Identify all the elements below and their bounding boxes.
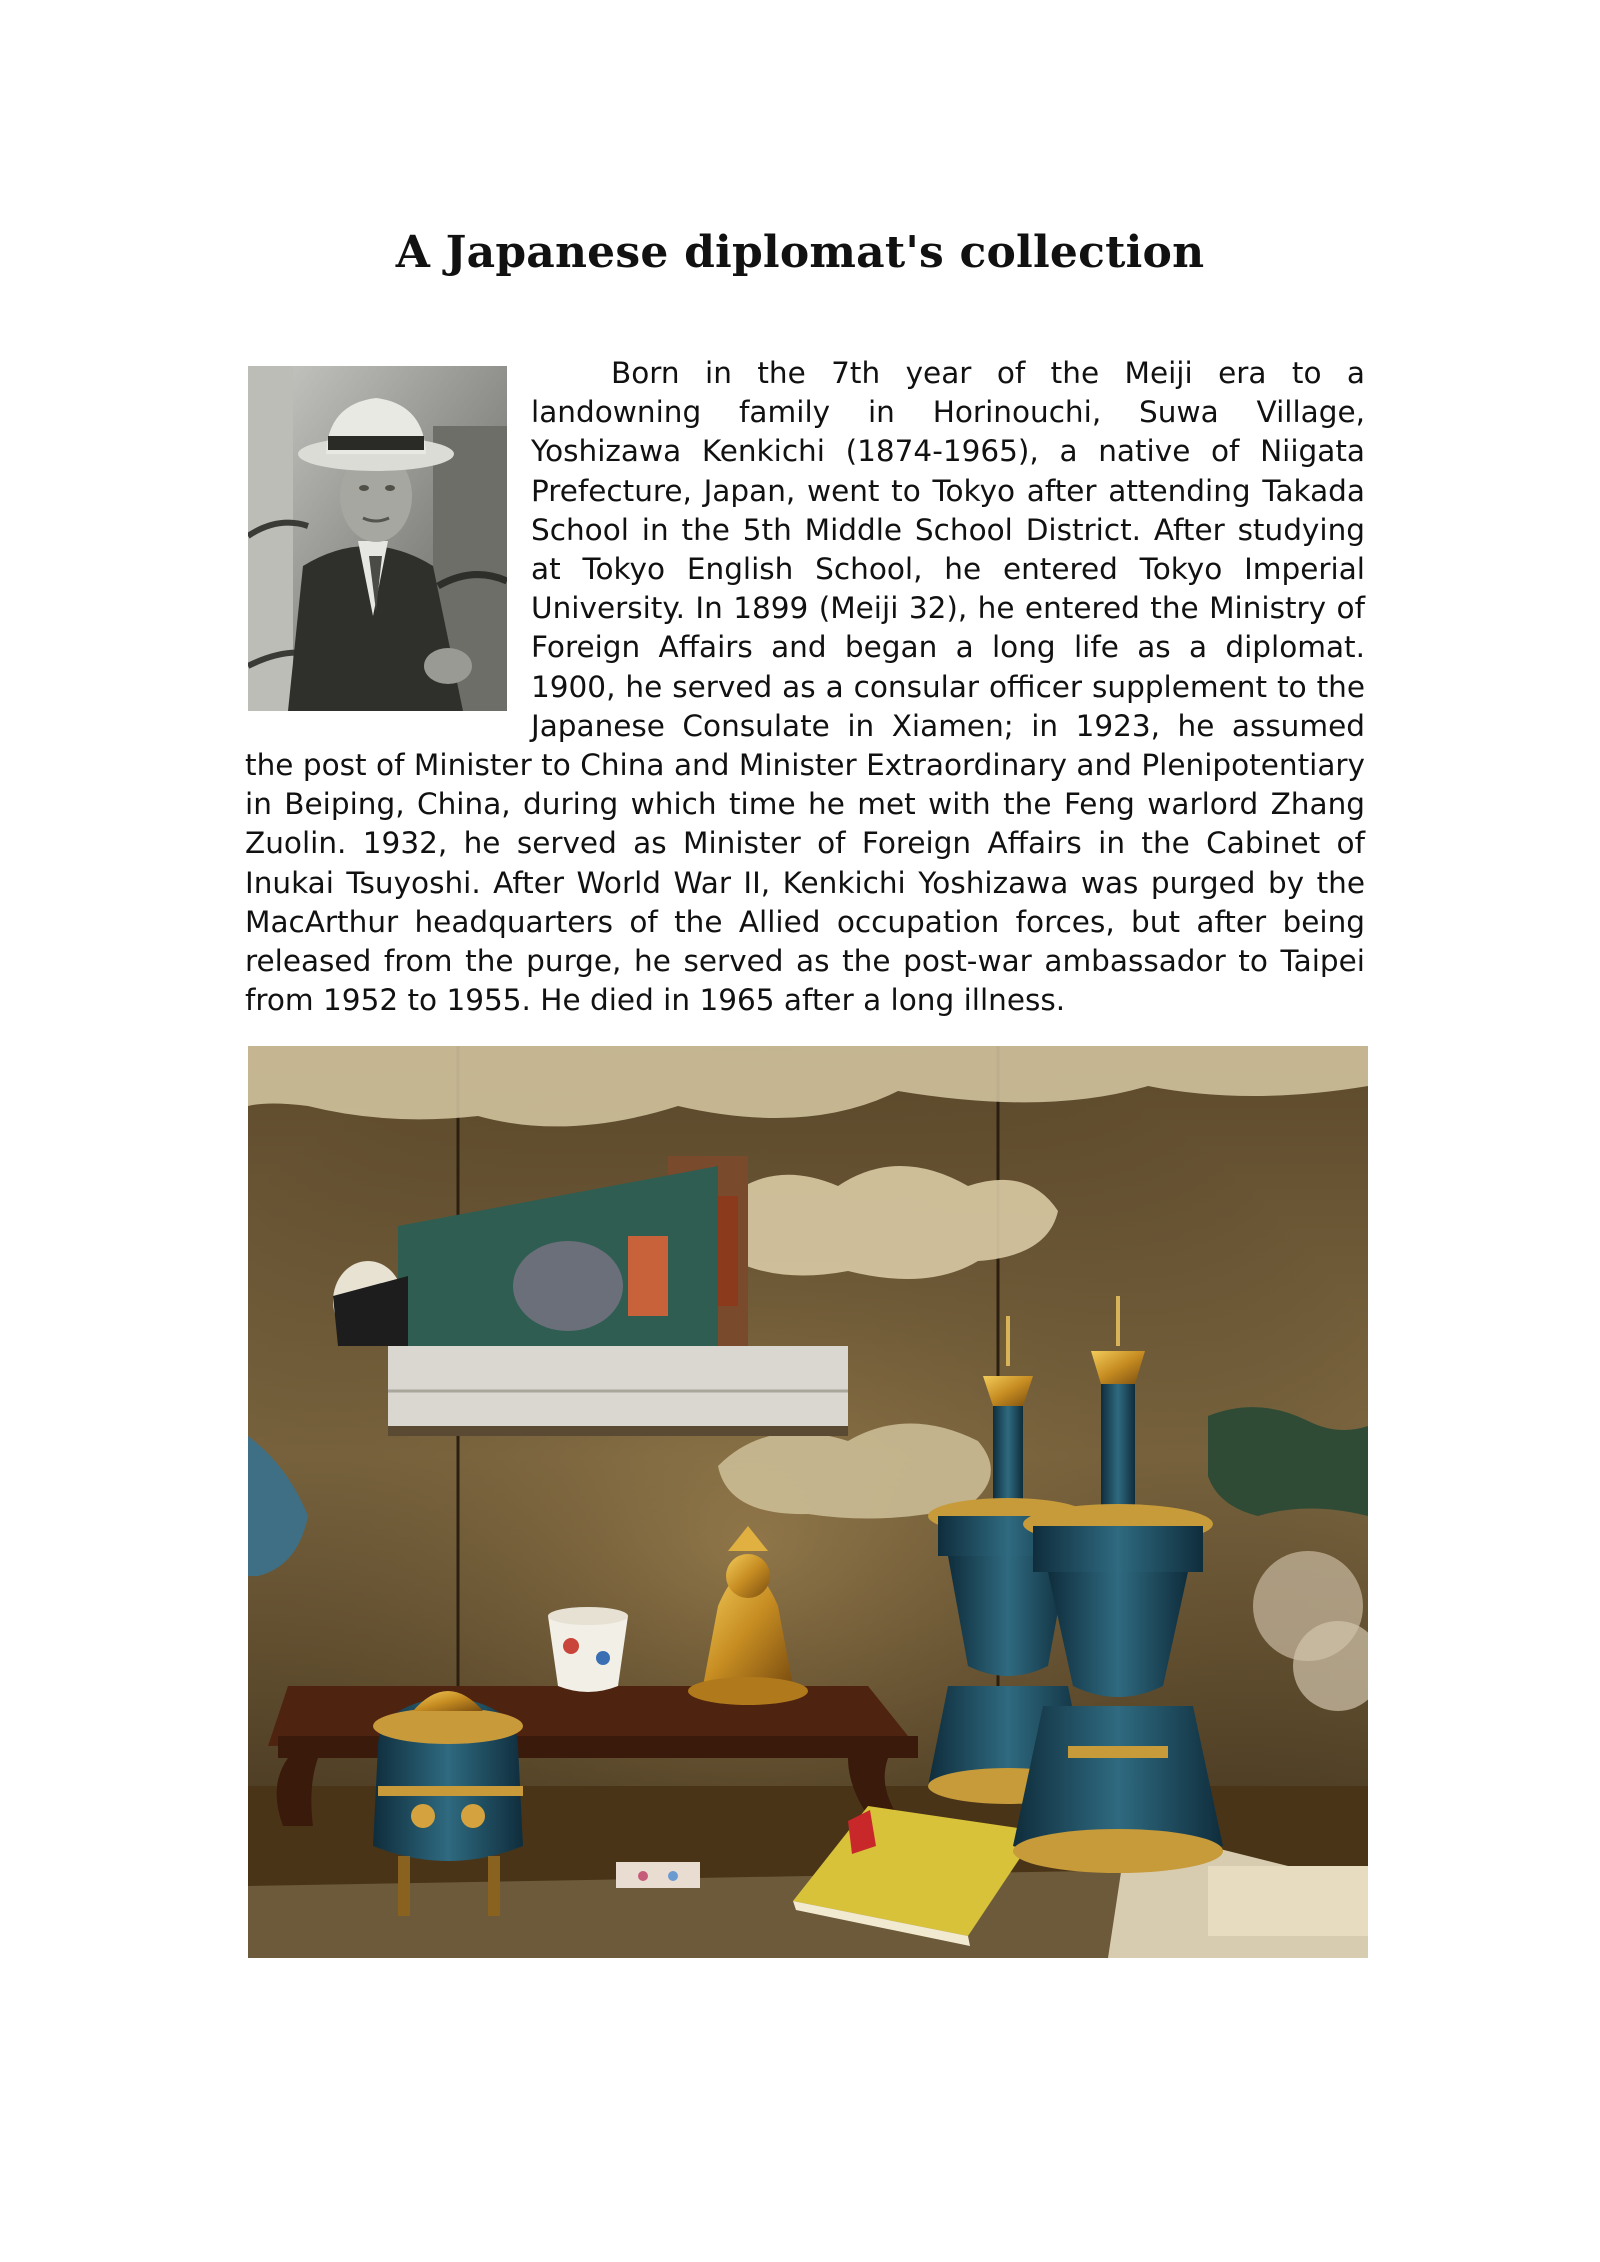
collection-photo xyxy=(248,1046,1368,1958)
portrait-wrap-space xyxy=(245,354,531,740)
biography-paragraph: Born in the 7th year of the Meiji era to a landowning family in Horinouchi, Suwa Village, Yoshizawa Kenkichi (1874-1965), a native of Niigata Prefecture, Japan, went to Tokyo after attending Takada School in the 5th Middle School District. After studying at Tokyo English School, he entered Tokyo Imperial University. In 1899 (Meiji 32), he entered the Ministry of Foreign Affairs and began a long life as a diplomat. 1900, he served as a consular officer supplement to the Japanese Consulate in Xiamen; in 1923, he assumed the post of Minister to China and Minister Extraordinary and Plenipotentiary in Beiping, China, during which time he met with the Feng warlord Zhang Zuolin. 1932, he served as Minister of Foreign Affairs in the Cabinet of Inukai Tsuyoshi. After World War II, Kenkichi Yoshizawa was purged by the MacArthur headquarters of the Allied occupation forces, but after being released from the purge, he served as the post-war ambassador to Taipei from 1952 to 1955. He died in 1965 after a long illness. xyxy=(245,356,1365,1018)
biography-text xyxy=(245,354,1365,1020)
page-title: A Japanese diplomat's collection xyxy=(395,227,1205,278)
